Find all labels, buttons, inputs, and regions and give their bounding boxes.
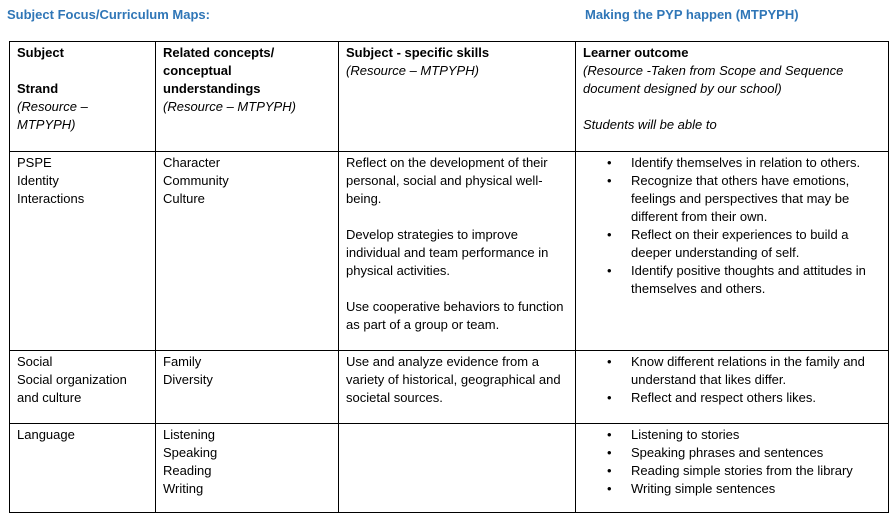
concepts-cell	[156, 351, 339, 424]
skill-paragraph: Use and analyze evidence from a variety of historical, geographical and societal sources.	[346, 354, 561, 405]
outcomes-cell	[576, 351, 889, 424]
subject-cell	[10, 424, 156, 513]
header-subject: Subject	[17, 45, 64, 60]
outcome-list	[583, 426, 881, 498]
skills-cell	[339, 424, 576, 513]
subject-line: and culture	[17, 390, 82, 405]
concept-item: Reading	[163, 463, 212, 478]
subject-cell	[10, 152, 156, 351]
concept-item: Speaking	[163, 445, 218, 460]
outcome-list	[583, 353, 881, 407]
header-outcome-resource-1: (Resource -Taken from Scope and Sequence	[583, 63, 844, 78]
header-outcome-cell	[576, 42, 889, 152]
subject-line: Identity	[17, 173, 59, 188]
concept-item: Diversity	[163, 372, 213, 387]
skills-cell	[339, 152, 576, 351]
header-outcome: Learner outcome	[583, 45, 689, 60]
skill-paragraph: Use cooperative behaviors to function as part of a group or team.	[346, 299, 564, 332]
header-concepts-resource: (Resource – MTPYPH)	[163, 99, 296, 114]
outcome-item: • Writing simple sentences	[583, 480, 881, 498]
header-concepts-line2: conceptual understandings	[163, 63, 261, 96]
outcome-item: • Reflect on their experiences to build a deeper understanding of self.	[583, 226, 881, 262]
concept-item: Culture	[163, 191, 205, 206]
subject-line: Social	[17, 354, 53, 369]
outcome-list	[583, 154, 881, 298]
concepts-cell	[156, 424, 339, 513]
subject-line: Social organization	[17, 372, 127, 387]
header-strand: Strand	[17, 81, 59, 96]
outcome-item: • Reading simple stories from the library	[583, 462, 881, 480]
page-title: Subject Focus/Curriculum Maps:	[7, 7, 210, 22]
subject-line: PSPE	[17, 155, 52, 170]
table-row	[10, 351, 889, 424]
concept-item: Writing	[163, 481, 204, 496]
outcome-item: • Reflect and respect others likes.	[583, 389, 881, 407]
header-outcome-resource-2: document designed by our school)	[583, 81, 782, 96]
header-subject-cell	[10, 42, 156, 152]
concept-item: Listening	[163, 427, 216, 442]
table-row	[10, 152, 889, 351]
outcome-item: • Identify themselves in relation to others.	[583, 154, 881, 172]
outcomes-cell	[576, 152, 889, 351]
skill-paragraph: Reflect on the development of their personal, social and physical well-being.	[346, 155, 548, 206]
outcome-item: • Recognize that others have emotions, feelings and perspectives that may be different from their own.	[583, 172, 881, 226]
concept-item: Family	[163, 354, 202, 369]
reference-title: Making the PYP happen (MTPYPH)	[585, 7, 799, 22]
outcome-item: • Listening to stories	[583, 426, 881, 444]
header-skills-cell	[339, 42, 576, 152]
curriculum-table	[9, 41, 889, 513]
header-concepts-line1: Related concepts/	[163, 45, 275, 60]
concept-item: Community	[163, 173, 229, 188]
concepts-cell	[156, 152, 339, 351]
outcome-item: • Know different relations in the family and understand that likes differ.	[583, 353, 881, 389]
header-skills-resource: (Resource – MTPYPH)	[346, 63, 479, 78]
table-header-row	[10, 42, 889, 152]
outcome-item: • Speaking phrases and sentences	[583, 444, 881, 462]
skills-cell	[339, 351, 576, 424]
concept-item: Character	[163, 155, 221, 170]
header-subject-resource: (Resource – MTPYPH)	[17, 99, 88, 132]
outcome-item: • Identify positive thoughts and attitudes in themselves and others.	[583, 262, 881, 298]
subject-cell	[10, 351, 156, 424]
skill-paragraph: Develop strategies to improve individual and team performance in physical activities.	[346, 227, 549, 278]
header-outcome-prompt: Students will be able to	[583, 117, 717, 132]
header-skills: Subject - specific skills	[346, 45, 490, 60]
table-row	[10, 424, 889, 513]
subject-line: Interactions	[17, 191, 85, 206]
outcomes-cell	[576, 424, 889, 513]
subject-line: Language	[17, 427, 75, 442]
header-concepts-cell	[156, 42, 339, 152]
